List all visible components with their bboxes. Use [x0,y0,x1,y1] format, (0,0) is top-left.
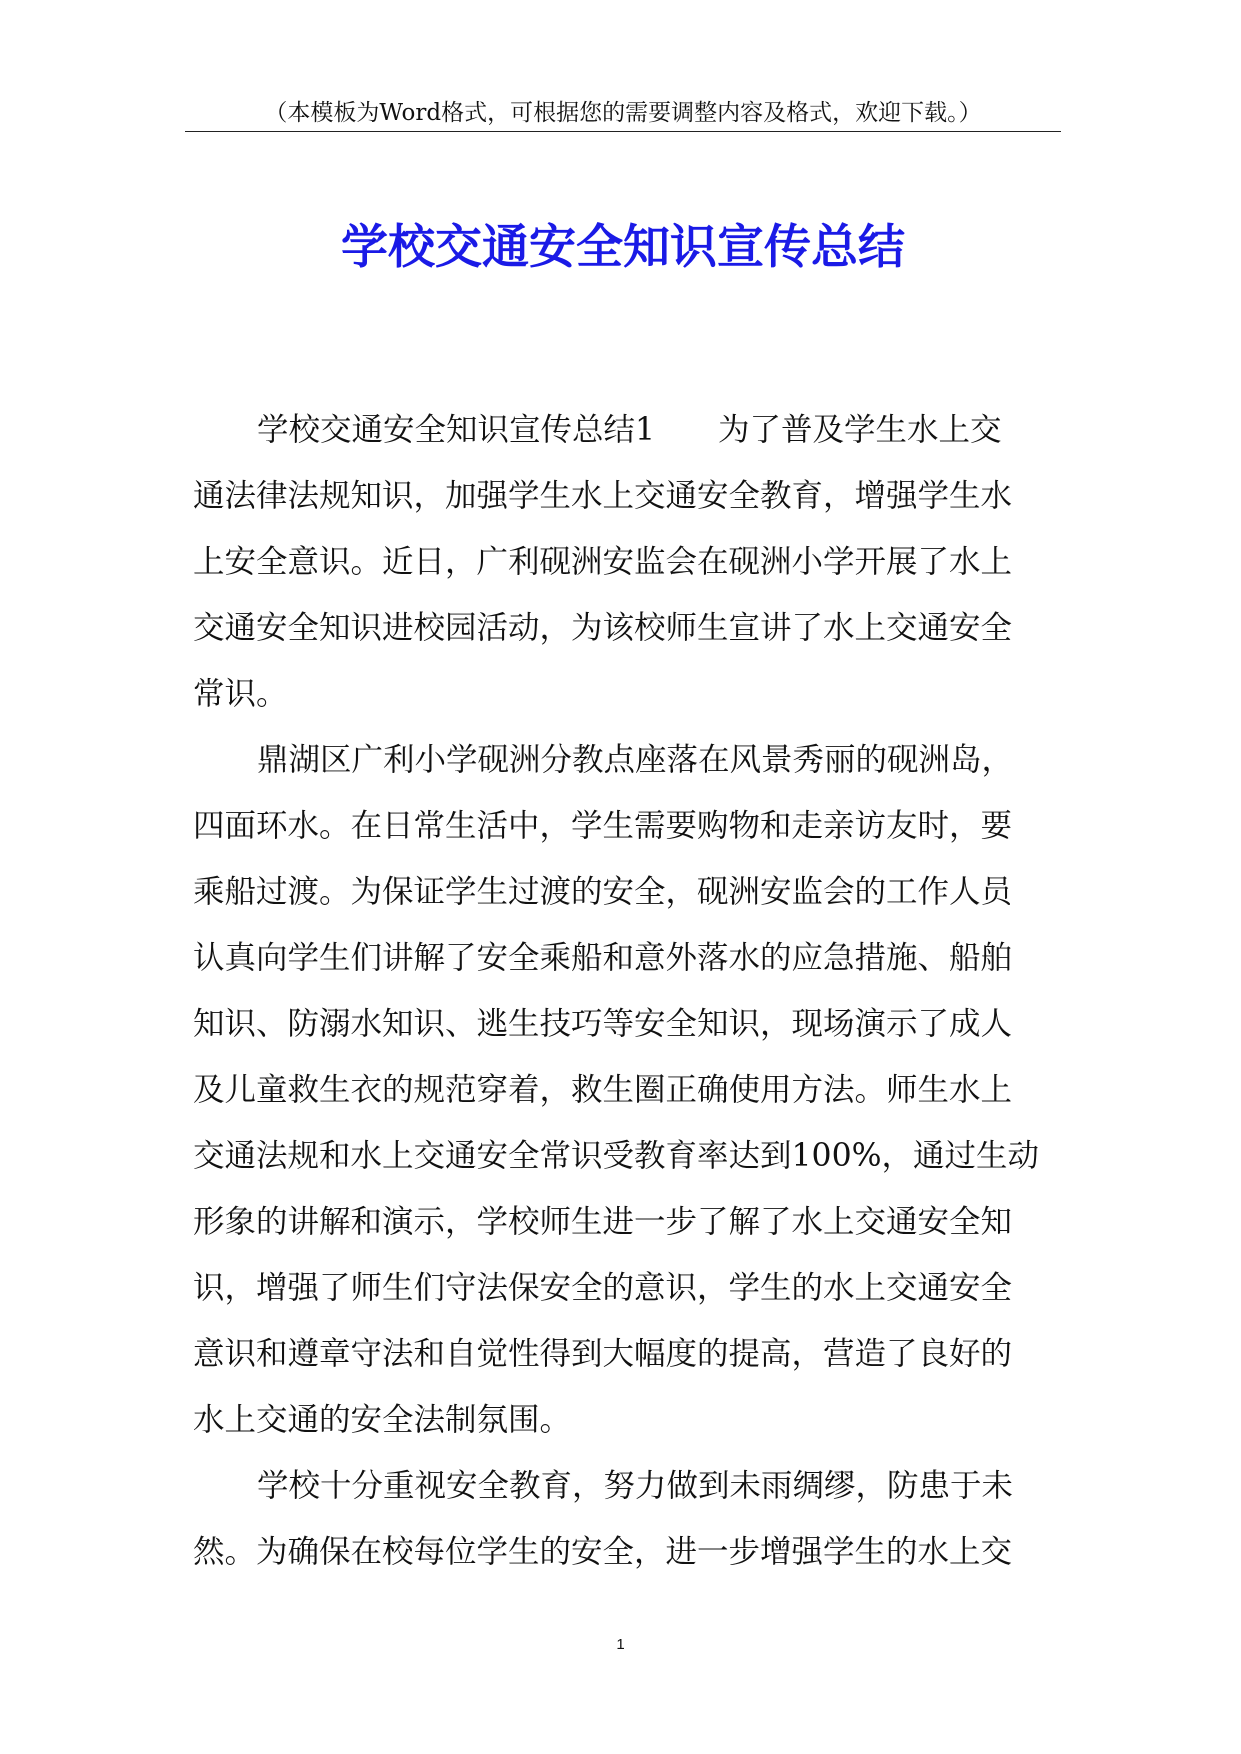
text-line: 乘船过渡。为保证学生过渡的安全，砚洲安监会的工作人员 [193,874,1013,910]
text-line: 交通法规和水上交通安全常识受教育率达到100%，通过生动 [193,1138,1040,1174]
paragraph-2 [193,727,1053,1453]
document-body [193,397,1053,1585]
header-note: （本模板为Word格式，可根据您的需要调整内容及格式，欢迎下载。） [264,100,982,126]
text-line: 水上交通的安全法制氛围。 [193,1402,572,1438]
page-number: 1 [616,1636,625,1653]
document-title: 学校交通安全知识宣传总结 [341,220,905,275]
text-line: 形象的讲解和演示，学校师生进一步了解了水上交通安全知 [193,1204,1013,1240]
text-line: 通法律法规知识，加强学生水上交通安全教育，增强学生水 [193,478,1013,514]
text-line: 交通安全知识进校园活动，为该校师生宣讲了水上交通安全 [193,610,1013,646]
paragraph-1 [193,397,1053,727]
text-line: 及儿童救生衣的规范穿着，救生圈正确使用方法。师生水上 [193,1072,1013,1108]
text-line: 鼎湖区广利小学砚洲分教点座落在风景秀丽的砚洲岛， [257,742,1014,778]
text-line: 意识和遵章守法和自觉性得到大幅度的提高，营造了良好的 [193,1336,1013,1372]
text-line: 知识、防溺水知识、逃生技巧等安全知识，现场演示了成人 [193,1006,1013,1042]
header-divider [185,131,1061,132]
text-line: 四面环水。在日常生活中，学生需要购物和走亲访友时，要 [193,808,1013,844]
text-line: 常识。 [193,676,288,712]
paragraph-3 [193,1453,1053,1585]
text-line: 上安全意识。近日，广利砚洲安监会在砚洲小学开展了水上 [193,544,1013,580]
text-line: 学校十分重视安全教育，努力做到未雨绸缪，防患于未 [257,1468,1014,1504]
text-line: 然。为确保在校每位学生的安全，进一步增强学生的水上交 [193,1534,1013,1570]
text-line: 学校交通安全知识宣传总结1 为了普及学生水上交 [257,412,1002,448]
text-line: 认真向学生们讲解了安全乘船和意外落水的应急措施、船舶 [193,940,1013,976]
text-line: 识，增强了师生们守法保安全的意识，学生的水上交通安全 [193,1270,1013,1306]
